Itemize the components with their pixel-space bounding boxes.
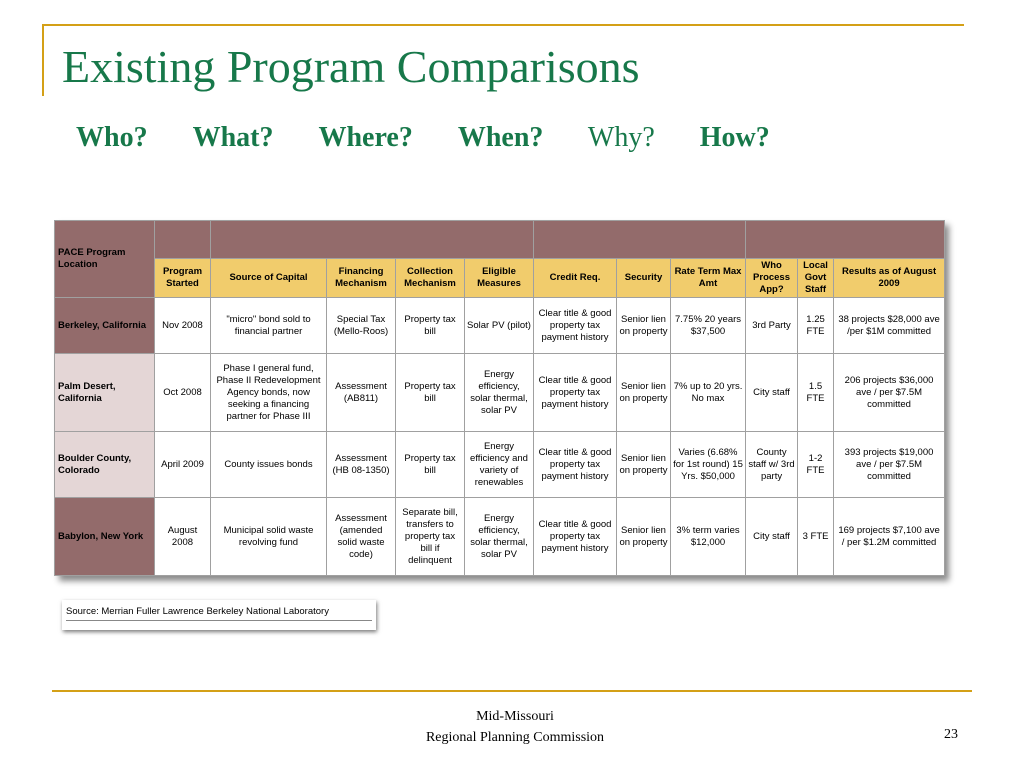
column-header: Collection Mechanism — [396, 259, 465, 298]
location-header: PACE Program Location — [55, 221, 155, 298]
table-cell: 3 FTE — [798, 498, 834, 576]
page-title: Existing Program Comparisons — [62, 41, 640, 92]
question-row — [76, 122, 808, 154]
source-text: Source: Merrian Fuller Lawrence Berkeley National Laboratory — [66, 606, 372, 621]
table-cell: Clear title & good property tax payment history — [534, 354, 617, 432]
table-cell: Clear title & good property tax payment history — [534, 298, 617, 354]
footer-line-2: Regional Planning Commission — [425, 730, 605, 745]
source-note — [62, 600, 376, 630]
table-cell: Assessment (amended solid waste code) — [327, 498, 396, 576]
column-header: Results as of August 2009 — [834, 259, 945, 298]
table-cell: Assessment (HB 08-1350) — [327, 432, 396, 498]
table-cell: Assessment (AB811) — [327, 354, 396, 432]
comparison-table — [54, 220, 945, 576]
top-band-cell — [211, 221, 534, 259]
column-header: Who Process App? — [746, 259, 798, 298]
question-how: How? — [699, 122, 770, 153]
table-cell: "micro" bond sold to financial partner — [211, 298, 327, 354]
table-row — [55, 354, 945, 432]
row-location: Berkeley, California — [55, 298, 155, 354]
table-cell: Senior lien on property — [617, 354, 671, 432]
row-location: Palm Desert, California — [55, 354, 155, 432]
column-header: Financing Mechanism — [327, 259, 396, 298]
table-cell: Clear title & good property tax payment history — [534, 432, 617, 498]
table-cell: Oct 2008 — [155, 354, 211, 432]
table-cell: 38 projects $28,000 ave /per $1M committed — [834, 298, 945, 354]
footer-line-1: Mid-Missouri — [476, 709, 554, 724]
table-row — [55, 298, 945, 354]
top-rule — [42, 24, 964, 26]
table-cell: August 2008 — [155, 498, 211, 576]
top-band-row — [55, 221, 945, 259]
table-cell: Senior lien on property — [617, 432, 671, 498]
table-row — [55, 498, 945, 576]
bottom-rule — [52, 690, 972, 692]
table-cell: City staff — [746, 354, 798, 432]
footer — [350, 706, 680, 748]
left-rule — [42, 24, 44, 96]
column-header: Rate Term Max Amt — [671, 259, 746, 298]
row-location: Boulder County, Colorado — [55, 432, 155, 498]
question-who: Who? — [76, 122, 148, 153]
table-cell: Senior lien on property — [617, 498, 671, 576]
table-cell: 7% up to 20 yrs. No max — [671, 354, 746, 432]
column-header: Security — [617, 259, 671, 298]
table-cell: Energy efficiency, solar thermal, solar PV — [465, 354, 534, 432]
top-band-cell — [155, 221, 211, 259]
table-cell: County staff w/ 3rd party — [746, 432, 798, 498]
table-cell: 1.25 FTE — [798, 298, 834, 354]
table-cell: Property tax bill — [396, 432, 465, 498]
top-band-cell — [746, 221, 945, 259]
table-cell: 1.5 FTE — [798, 354, 834, 432]
question-where: Where? — [318, 122, 413, 153]
table-cell: County issues bonds — [211, 432, 327, 498]
table-cell: 7.75% 20 years $37,500 — [671, 298, 746, 354]
header-row — [55, 259, 945, 298]
table-cell: Separate bill, transfers to property tax bill if delinquent — [396, 498, 465, 576]
row-location: Babylon, New York — [55, 498, 155, 576]
column-header: Eligible Measures — [465, 259, 534, 298]
table-cell: Property tax bill — [396, 298, 465, 354]
table-cell: Property tax bill — [396, 354, 465, 432]
table-cell: Phase I general fund, Phase II Redevelopment Agency bonds, now seeking a financing partner for Phase III — [211, 354, 327, 432]
table-cell: 3% term varies $12,000 — [671, 498, 746, 576]
table-cell: 1-2 FTE — [798, 432, 834, 498]
comparison-table-wrap — [54, 220, 944, 576]
column-header: Local Govt Staff — [798, 259, 834, 298]
table-cell: Nov 2008 — [155, 298, 211, 354]
top-band-cell — [534, 221, 746, 259]
question-what: What? — [192, 122, 274, 153]
table-cell: 3rd Party — [746, 298, 798, 354]
table-cell: Energy efficiency, solar thermal, solar PV — [465, 498, 534, 576]
column-header: Source of Capital — [211, 259, 327, 298]
table-cell: 393 projects $19,000 ave / per $7.5M committed — [834, 432, 945, 498]
table-cell: 206 projects $36,000 ave / per $7.5M committed — [834, 354, 945, 432]
column-header: Credit Req. — [534, 259, 617, 298]
column-header: Program Started — [155, 259, 211, 298]
table-row — [55, 432, 945, 498]
table-cell: April 2009 — [155, 432, 211, 498]
table-cell: Senior lien on property — [617, 298, 671, 354]
question-when: When? — [457, 122, 544, 153]
table-cell: Clear title & good property tax payment history — [534, 498, 617, 576]
table-cell: 169 projects $7,100 ave / per $1.2M committed — [834, 498, 945, 576]
table-cell: City staff — [746, 498, 798, 576]
question-why: Why? — [587, 122, 655, 153]
table-cell: Special Tax (Mello-Roos) — [327, 298, 396, 354]
table-cell: Municipal solid waste revolving fund — [211, 498, 327, 576]
page-number: 23 — [944, 727, 958, 742]
table-cell: Solar PV (pilot) — [465, 298, 534, 354]
table-cell: Energy efficiency and variety of renewables — [465, 432, 534, 498]
table-cell: Varies (6.68% for 1st round) 15 Yrs. $50,000 — [671, 432, 746, 498]
